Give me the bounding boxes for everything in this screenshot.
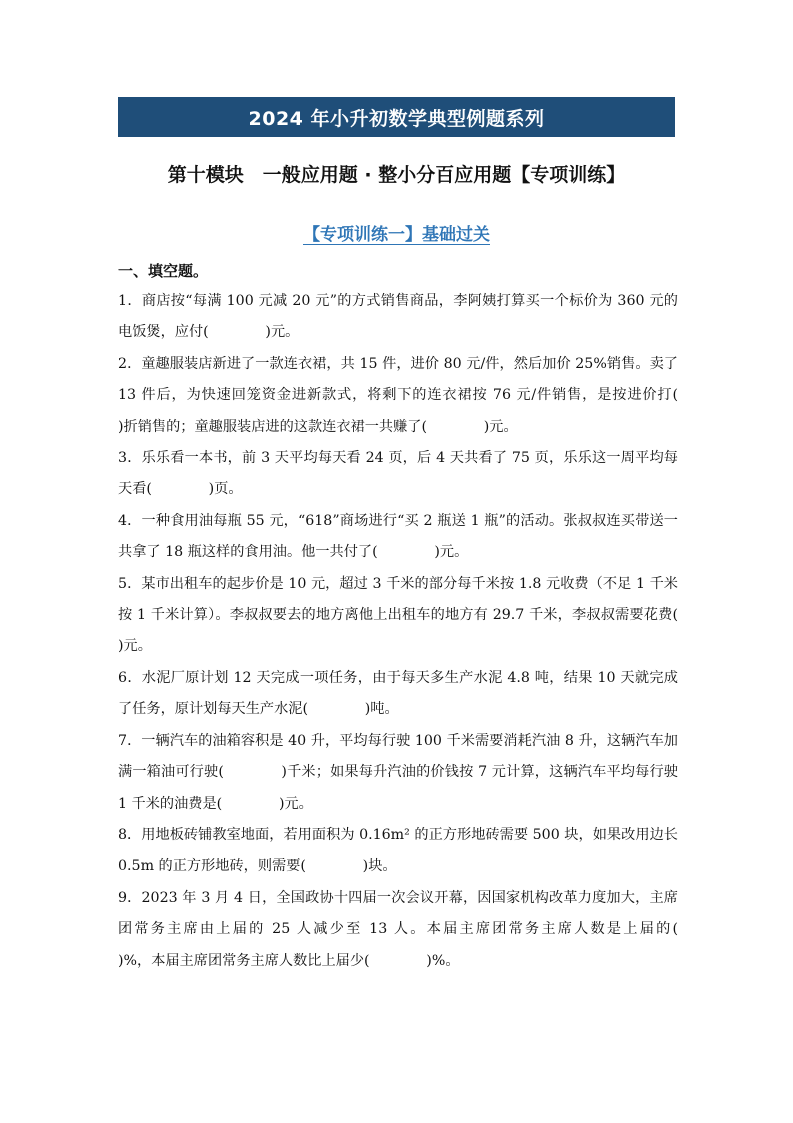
question-9: 9．2023 年 3 月 4 日，全国政协十四届一次会议开幕，因国家机构改革力度加大，主席团常务主席由上届的 25 人减少至 13 人。本届主席团常务主席人数是上届的( )%，本届主席团常务主席人数比上届少( )%。: [118, 889, 735, 969]
module-title: 第十模块 一般应用题 · 整小分百应用题【专项训练】: [167, 164, 626, 186]
question-5: 5．某市出租车的起步价是 10 元，超过 3 千米的部分每千米按 1.8 元收费（不足 1 千米按 1 千米计算）。李叔叔要去的地方离他上出租车的地方有 29.7 千米，李叔叔需要花费( )元。: [118, 575, 735, 655]
question-2: 2．童趣服装店新进了一款连衣裙，共 15 件，进价 80 元/件，然后加价 25%销售。卖了 13 件后，为快速回笼资金进新款式，将剩下的连衣裙按 76 元/件销售，是按进价打( )折销售的；童趣服装店进的这款连衣裙一共赚了( )元。: [118, 355, 735, 435]
question-4: 4．一种食用油每瓶 55 元，“618”商场进行“买 2 瓶送 1 瓶”的活动。张叔叔连买带送一共拿了 18 瓶这样的食用油。他一共付了( )元。: [118, 512, 678, 561]
section-heading: 一、填空题。: [118, 262, 209, 280]
question-3: 3．乐乐看一本书，前 3 天平均每天看 24 页，后 4 天共看了 75 页，乐乐这一周平均每天看( )页。: [118, 450, 678, 498]
series-banner: [118, 97, 675, 137]
question-1: 1．商店按“每满 100 元减 20 元”的方式销售商品，李阿姨打算买一个标价为 360 元的电饭煲，应付( )元。: [118, 293, 678, 341]
question-7: 7．一辆汽车的油箱容积是 40 升，平均每行驶 100 千米需要消耗汽油 8 升，这辆汽车加满一箱油可行驶( )千米；如果每升汽油的价钱按 7 元计算，这辆汽车平均每行驶 1 千米的油费是( )元。: [118, 732, 678, 812]
question-list: [118, 286, 735, 977]
question-6: 6．水泥厂原计划 12 天完成一项任务，由于每天多生产水泥 4.8 吨，结果 10 天就完成了任务，原计划每天生产水泥( )吨。: [118, 669, 678, 718]
question-8: 8．用地板砖铺教室地面，若用面积为 0.16m² 的正方形地砖需要 500 块，如果改用边长 0.5m 的正方形地砖，则需要( )块。: [118, 826, 678, 875]
series-title: 2024 年小升初数学典型例题系列: [248, 107, 545, 130]
practice-subtitle: 【专项训练一】基础过关: [303, 225, 490, 245]
